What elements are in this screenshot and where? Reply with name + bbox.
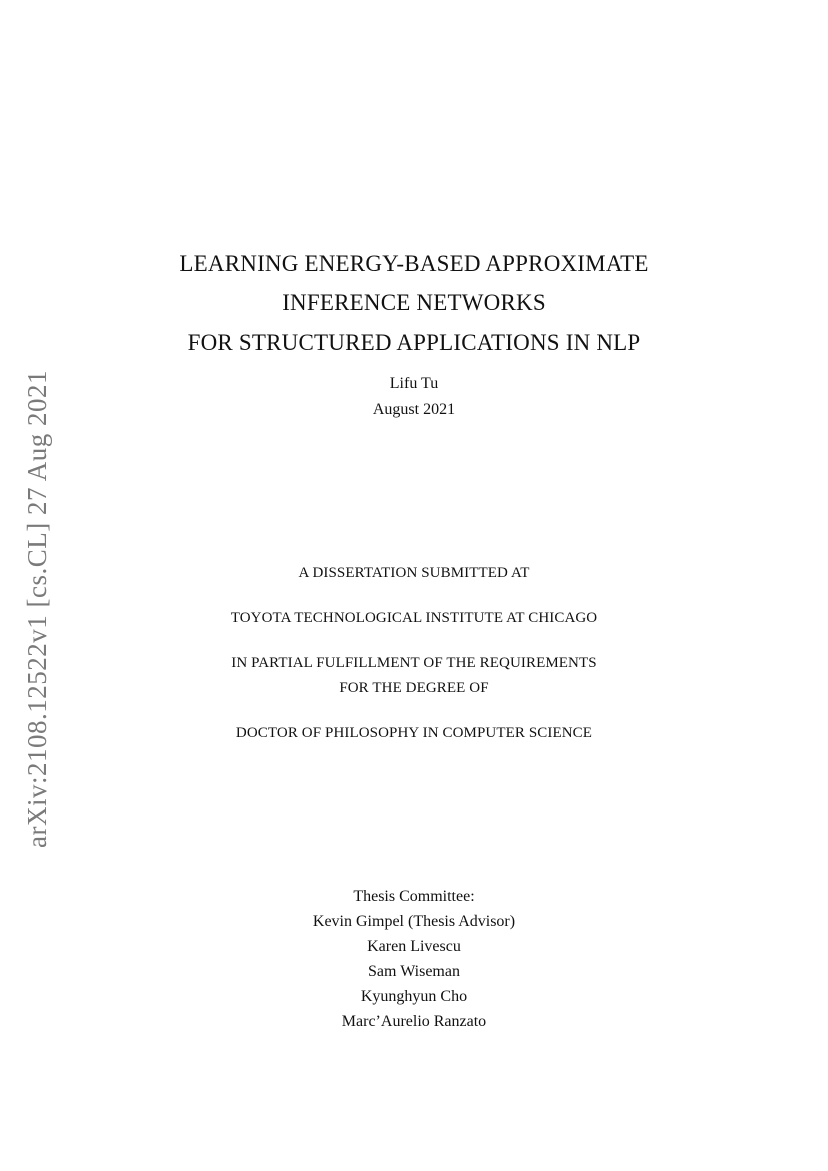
committee-member: Kyunghyun Cho [360,988,468,1005]
title-line-3: FOR STRUCTURED APPLICATIONS IN NLP [187,330,641,355]
committee-member: Marc’Aurelio Ranzato [341,1013,487,1030]
committee-member: Karen Livescu [367,938,461,955]
committee-heading: Thesis Committee: [353,888,475,905]
institution-name: TOYOTA TECHNOLOGICAL INSTITUTE AT CHICAGO [230,610,598,626]
thesis-date: August 2021 [372,401,456,418]
title-line-1: LEARNING ENERGY-BASED APPROXIMATE [179,251,649,276]
fulfillment-line-1: IN PARTIAL FULFILLMENT OF THE REQUIREMENTS [231,655,597,671]
degree-name: DOCTOR OF PHILOSOPHY IN COMPUTER SCIENCE [235,725,593,741]
submission-line: A DISSERTATION SUBMITTED AT [298,565,530,581]
author-name: Lifu Tu [389,375,439,392]
arxiv-stamp: arXiv:2108.12522v1 [cs.CL] 27 Aug 2021 [22,370,52,848]
committee-member: Kevin Gimpel (Thesis Advisor) [312,913,516,930]
committee-member: Sam Wiseman [368,963,460,980]
fulfillment-line-2: FOR THE DEGREE OF [339,680,489,696]
title-line-2: INFERENCE NETWORKS [282,290,546,315]
